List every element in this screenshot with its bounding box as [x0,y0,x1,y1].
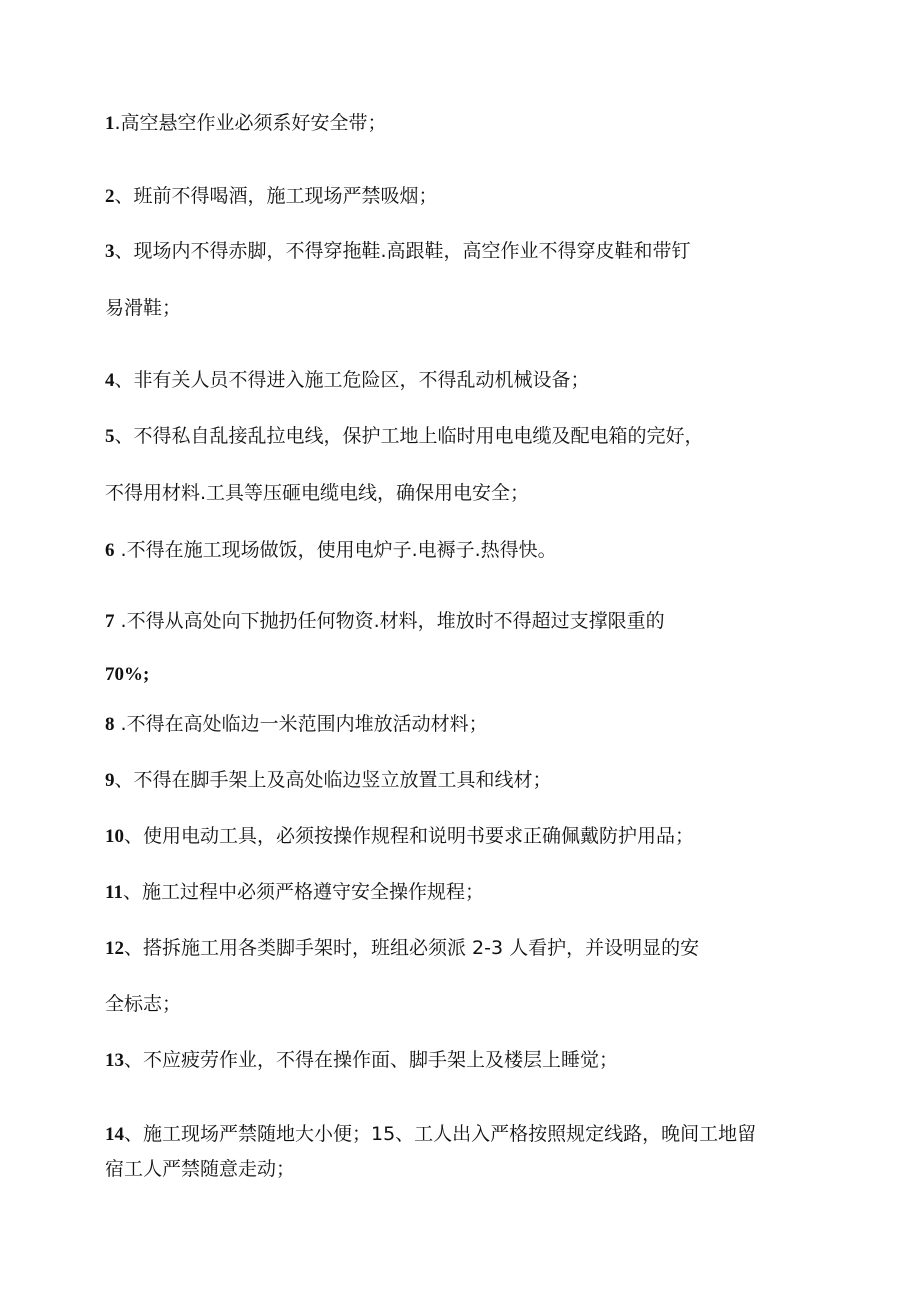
rule-number: 3 [105,241,115,262]
rule-number: 12 [105,938,124,959]
rule-text: .不得在施工现场做饭，使用电炉子.电褥子.热得快。 [114,539,557,561]
rule-text: .不得从高处向下抛扔任何物资.材料，堆放时不得超过支撑限重的 [114,610,665,632]
rule-line [105,367,825,394]
rule-number: 70%; [105,664,150,685]
rule-text: 、施工现场严禁随地大小便；15、工人出入严格按照规定线路，晚间工地留 [124,1123,757,1145]
rule-continuation-line [105,991,825,1018]
rule-number: 5 [105,426,115,447]
rule-number: 14 [105,1124,124,1145]
rule-text: 、不得私自乱接乱拉电线，保护工地上临时用电电缆及配电箱的完好， [114,425,704,447]
rule-continuation-line [105,295,825,322]
rule-text: 、搭拆施工用各类脚手架时，班组必须派 2-3 人看护，并设明显的安 [124,937,700,959]
rule-line [105,711,825,738]
rule-text: .高空悬空作业必须系好安全带； [114,112,387,134]
rule-number: 2 [105,186,115,207]
rule-text: 易滑鞋； [105,297,182,319]
rule-line [105,183,825,210]
rule-number: 4 [105,370,115,391]
rule-text: 、非有关人员不得进入施工危险区，不得乱动机械设备； [114,369,590,391]
rule-text: 全标志； [105,993,182,1015]
rule-line [105,935,825,962]
rule-number: 9 [105,770,115,791]
rule-continuation-line [105,480,825,507]
rule-text: 不得用材料.工具等压砸电缆电线，确保用电安全； [105,482,530,504]
rule-text: .不得在高处临边一米范围内堆放活动材料； [114,713,488,735]
rule-continuation-line [105,661,825,688]
rule-text: 、不应疲劳作业，不得在操作面、脚手架上及楼层上睡觉； [124,1049,619,1071]
rule-line [105,1121,825,1148]
rule-line [105,767,825,794]
rule-number: 8 [105,714,115,735]
rule-line [105,1047,825,1074]
rule-text: 宿工人严禁随意走动； [105,1158,296,1180]
rule-text: 、现场内不得赤脚，不得穿拖鞋.高跟鞋，高空作业不得穿皮鞋和带钉 [114,240,691,262]
rule-text: 、施工过程中必须严格遵守安全操作规程； [122,881,484,903]
rule-text: 、班前不得喝酒，施工现场严禁吸烟； [114,185,438,207]
rule-line [105,423,825,450]
rule-number: 13 [105,1050,124,1071]
rule-text: 、使用电动工具，必须按操作规程和说明书要求正确佩戴防护用品； [124,825,695,847]
rule-line [105,110,825,137]
rule-line [105,608,825,635]
rule-line [105,537,825,564]
rule-line [105,238,825,265]
rule-number: 11 [105,882,123,903]
rule-number: 1 [105,113,115,134]
rule-number: 7 [105,611,115,632]
rule-continuation-line [105,1156,825,1183]
rule-number: 6 [105,540,115,561]
rule-text: 、不得在脚手架上及高处临边竖立放置工具和线材； [114,769,552,791]
rule-line [105,879,825,906]
rule-line [105,823,825,850]
rule-number: 10 [105,826,124,847]
